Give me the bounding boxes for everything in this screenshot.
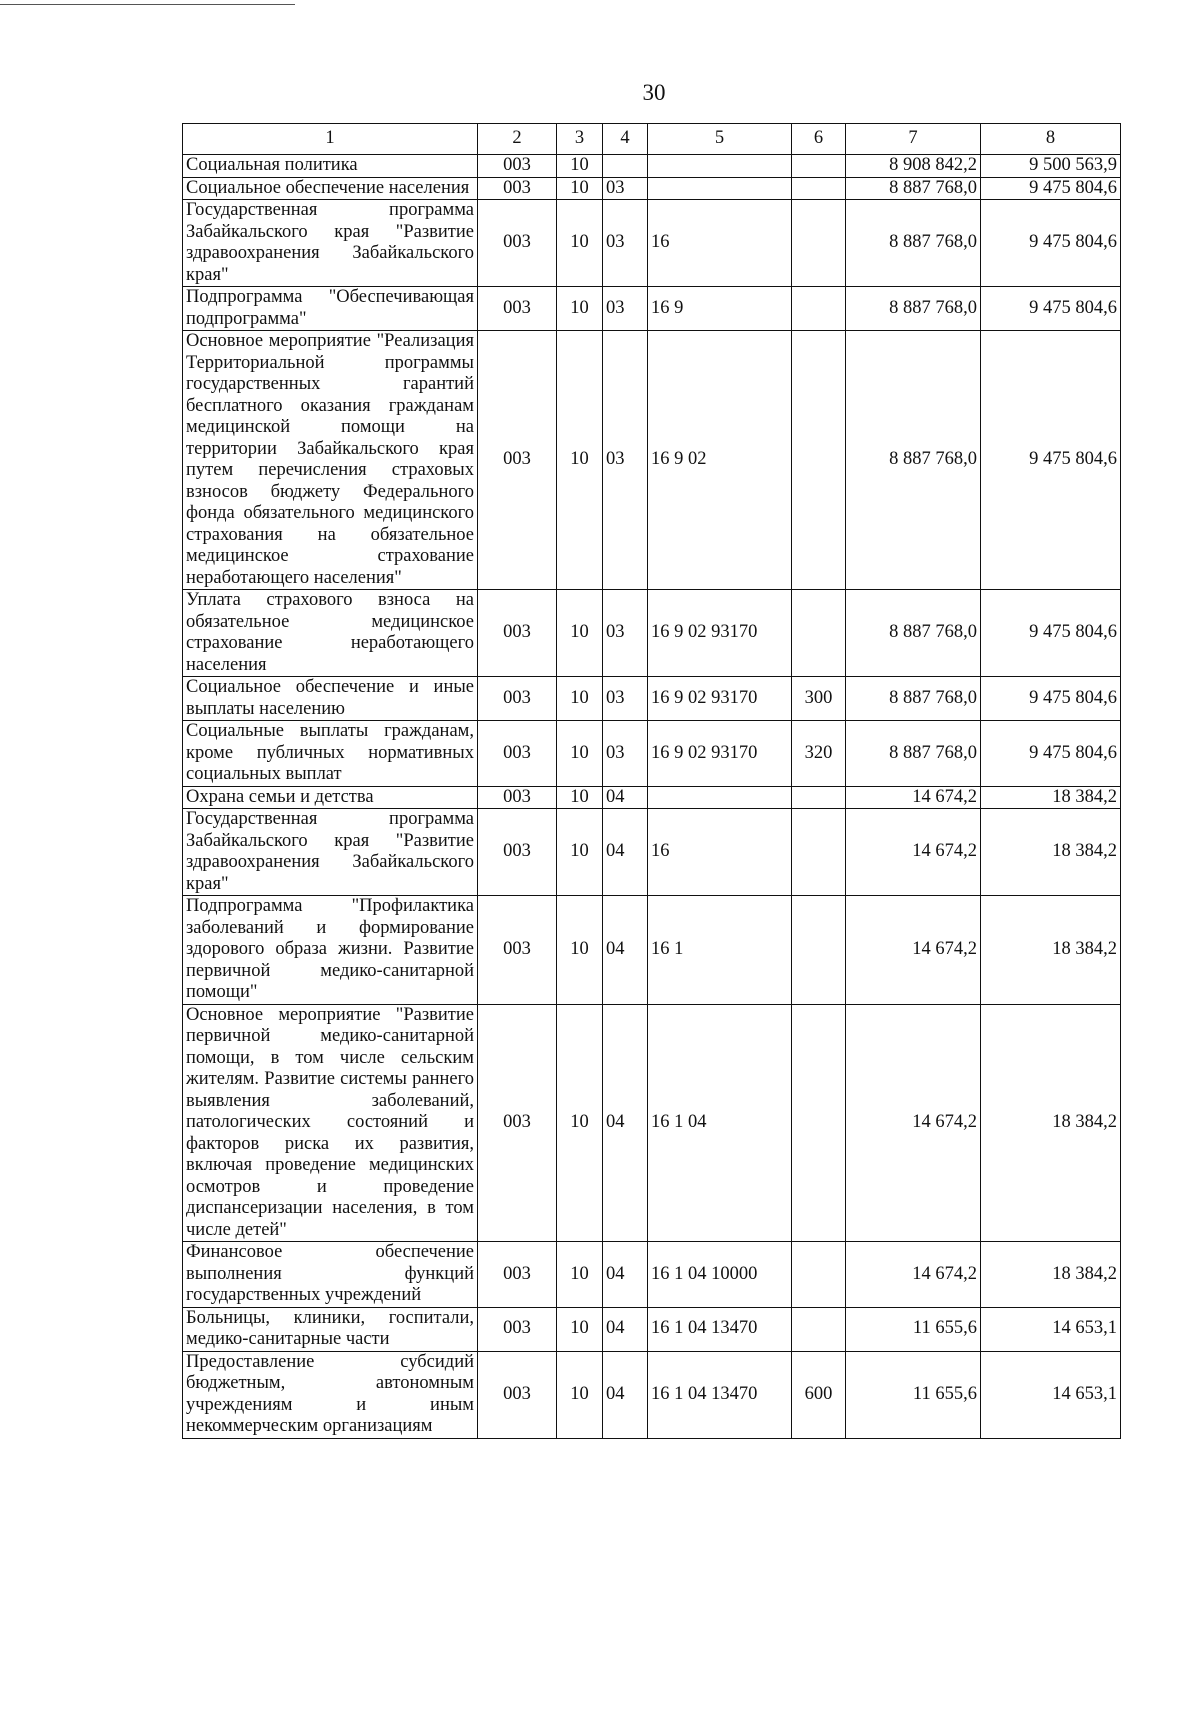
cell-ministry: 003 — [478, 590, 557, 677]
column-header: 5 — [648, 124, 792, 155]
column-header: 3 — [557, 124, 603, 155]
table-row — [183, 1351, 1121, 1438]
cell-amount-1: 8 887 768,0 — [846, 177, 981, 200]
cell-expense-type: 300 — [792, 677, 846, 721]
column-header: 7 — [846, 124, 981, 155]
cell-ministry: 003 — [478, 287, 557, 331]
cell-ministry: 003 — [478, 1242, 557, 1308]
cell-amount-1: 8 887 768,0 — [846, 331, 981, 590]
cell-target-code: 16 1 — [648, 896, 792, 1005]
cell-section: 10 — [557, 896, 603, 1005]
cell-expense-type — [792, 177, 846, 200]
row-name: Финансовое обеспечение выполнения функций государственных учреждений — [183, 1242, 478, 1308]
cell-subsection: 03 — [603, 177, 648, 200]
cell-subsection: 04 — [603, 809, 648, 896]
cell-amount-2: 9 500 563,9 — [981, 155, 1121, 178]
cell-target-code: 16 9 02 93170 — [648, 590, 792, 677]
table-row — [183, 786, 1121, 809]
cell-subsection: 04 — [603, 1004, 648, 1242]
cell-amount-2: 9 475 804,6 — [981, 590, 1121, 677]
table-row — [183, 331, 1121, 590]
table-row — [183, 1307, 1121, 1351]
row-name: Основное мероприятие "Развитие первичной медико-санитарной помощи, в том числе сельским жителям. Развитие системы раннего выявления заболеваний, патологических состояний и факторов риска их развития, включая проведение медицинских осмотров и проведение диспансеризации населения, в том числе детей" — [183, 1004, 478, 1242]
table-row — [183, 809, 1121, 896]
cell-ministry: 003 — [478, 1307, 557, 1351]
cell-subsection: 03 — [603, 331, 648, 590]
cell-section: 10 — [557, 177, 603, 200]
row-name: Государственная программа Забайкальского края "Развитие здравоохранения Забайкальского края" — [183, 200, 478, 287]
cell-expense-type — [792, 331, 846, 590]
row-name: Больницы, клиники, госпитали, медико-санитарные части — [183, 1307, 478, 1351]
cell-ministry: 003 — [478, 809, 557, 896]
row-name: Государственная программа Забайкальского края "Развитие здравоохранения Забайкальского края" — [183, 809, 478, 896]
page-number: 30 — [642, 80, 666, 105]
cell-target-code: 16 9 02 — [648, 331, 792, 590]
row-name: Подпрограмма "Профилактика заболеваний и формирование здорового образа жизни. Развитие первичной медико-санитарной помощи" — [183, 896, 478, 1005]
cell-subsection: 03 — [603, 721, 648, 787]
cell-target-code: 16 1 04 10000 — [648, 1242, 792, 1308]
table-row — [183, 896, 1121, 1005]
cell-subsection: 04 — [603, 1242, 648, 1308]
cell-ministry: 003 — [478, 177, 557, 200]
table-row — [183, 590, 1121, 677]
cell-amount-2: 18 384,2 — [981, 786, 1121, 809]
cell-amount-2: 18 384,2 — [981, 809, 1121, 896]
cell-target-code: 16 — [648, 809, 792, 896]
cell-subsection: 03 — [603, 590, 648, 677]
cell-target-code: 16 1 04 13470 — [648, 1307, 792, 1351]
cell-amount-2: 9 475 804,6 — [981, 721, 1121, 787]
table-row — [183, 721, 1121, 787]
row-name: Социальное обеспечение населения — [183, 177, 478, 200]
header-row — [183, 124, 1121, 155]
cell-subsection: 04 — [603, 896, 648, 1005]
cell-section: 10 — [557, 721, 603, 787]
table-row — [183, 200, 1121, 287]
cell-expense-type — [792, 287, 846, 331]
cell-expense-type — [792, 896, 846, 1005]
cell-target-code: 16 9 — [648, 287, 792, 331]
cell-subsection: 04 — [603, 786, 648, 809]
cell-ministry: 003 — [478, 155, 557, 178]
cell-amount-1: 8 908 842,2 — [846, 155, 981, 178]
cell-section: 10 — [557, 1242, 603, 1308]
column-header: 4 — [603, 124, 648, 155]
cell-amount-1: 11 655,6 — [846, 1307, 981, 1351]
cell-amount-1: 8 887 768,0 — [846, 677, 981, 721]
cell-amount-2: 9 475 804,6 — [981, 287, 1121, 331]
table-row — [183, 155, 1121, 178]
cell-target-code — [648, 177, 792, 200]
cell-expense-type — [792, 1004, 846, 1242]
budget-table — [182, 123, 1121, 1439]
cell-amount-1: 8 887 768,0 — [846, 590, 981, 677]
cell-expense-type: 600 — [792, 1351, 846, 1438]
cell-amount-1: 8 887 768,0 — [846, 200, 981, 287]
cell-target-code: 16 1 04 13470 — [648, 1351, 792, 1438]
cell-section: 10 — [557, 786, 603, 809]
cell-subsection — [603, 155, 648, 178]
cell-subsection: 03 — [603, 200, 648, 287]
cell-section: 10 — [557, 1004, 603, 1242]
cell-ministry: 003 — [478, 677, 557, 721]
cell-target-code: 16 — [648, 200, 792, 287]
cell-subsection: 04 — [603, 1351, 648, 1438]
cell-expense-type — [792, 1242, 846, 1308]
cell-amount-1: 14 674,2 — [846, 896, 981, 1005]
row-name: Охрана семьи и детства — [183, 786, 478, 809]
cell-expense-type — [792, 590, 846, 677]
cell-amount-2: 18 384,2 — [981, 1242, 1121, 1308]
cell-amount-2: 9 475 804,6 — [981, 177, 1121, 200]
cell-amount-1: 8 887 768,0 — [846, 287, 981, 331]
cell-ministry: 003 — [478, 896, 557, 1005]
top-rule — [0, 4, 295, 5]
table-row — [183, 1004, 1121, 1242]
cell-ministry: 003 — [478, 1004, 557, 1242]
cell-section: 10 — [557, 200, 603, 287]
cell-target-code — [648, 786, 792, 809]
cell-expense-type: 320 — [792, 721, 846, 787]
cell-ministry: 003 — [478, 200, 557, 287]
cell-amount-1: 14 674,2 — [846, 786, 981, 809]
table-row — [183, 177, 1121, 200]
cell-amount-2: 9 475 804,6 — [981, 677, 1121, 721]
cell-amount-2: 14 653,1 — [981, 1351, 1121, 1438]
row-name: Основное мероприятие "Реализация Территориальной программы государственных гарантий бесплатного оказания гражданам медицинской помощи на территории Забайкальского края путем перечисления страховых взносов бюджету Федерального фонда обязательного медицинского страхования на обязательное медицинское страхование неработающего населения" — [183, 331, 478, 590]
column-header: 8 — [981, 124, 1121, 155]
cell-section: 10 — [557, 809, 603, 896]
cell-subsection: 04 — [603, 1307, 648, 1351]
cell-section: 10 — [557, 1351, 603, 1438]
cell-expense-type — [792, 1307, 846, 1351]
table-row — [183, 677, 1121, 721]
cell-amount-2: 9 475 804,6 — [981, 200, 1121, 287]
cell-amount-2: 14 653,1 — [981, 1307, 1121, 1351]
table-row — [183, 1242, 1121, 1308]
cell-amount-1: 8 887 768,0 — [846, 721, 981, 787]
cell-amount-1: 14 674,2 — [846, 809, 981, 896]
cell-amount-1: 14 674,2 — [846, 1004, 981, 1242]
cell-expense-type — [792, 155, 846, 178]
row-name: Социальные выплаты гражданам, кроме публичных нормативных социальных выплат — [183, 721, 478, 787]
cell-section: 10 — [557, 331, 603, 590]
cell-expense-type — [792, 200, 846, 287]
row-name: Социальное обеспечение и иные выплаты населению — [183, 677, 478, 721]
cell-subsection: 03 — [603, 677, 648, 721]
cell-amount-1: 14 674,2 — [846, 1242, 981, 1308]
row-name: Предоставление субсидий бюджетным, автономным учреждениям и иным некоммерческим организациям — [183, 1351, 478, 1438]
cell-section: 10 — [557, 287, 603, 331]
row-name: Подпрограмма "Обеспечивающая подпрограмма" — [183, 287, 478, 331]
cell-subsection: 03 — [603, 287, 648, 331]
cell-section: 10 — [557, 155, 603, 178]
column-header: 6 — [792, 124, 846, 155]
cell-section: 10 — [557, 590, 603, 677]
cell-ministry: 003 — [478, 1351, 557, 1438]
row-name: Социальная политика — [183, 155, 478, 178]
cell-expense-type — [792, 809, 846, 896]
cell-target-code: 16 9 02 93170 — [648, 721, 792, 787]
cell-amount-2: 18 384,2 — [981, 896, 1121, 1005]
cell-target-code — [648, 155, 792, 178]
cell-amount-1: 11 655,6 — [846, 1351, 981, 1438]
column-header: 1 — [183, 124, 478, 155]
cell-amount-2: 9 475 804,6 — [981, 331, 1121, 590]
cell-expense-type — [792, 786, 846, 809]
cell-ministry: 003 — [478, 721, 557, 787]
column-header: 2 — [478, 124, 557, 155]
row-name: Уплата страхового взноса на обязательное медицинское страхование неработающего населения — [183, 590, 478, 677]
cell-section: 10 — [557, 677, 603, 721]
cell-target-code: 16 9 02 93170 — [648, 677, 792, 721]
cell-amount-2: 18 384,2 — [981, 1004, 1121, 1242]
table-row — [183, 287, 1121, 331]
cell-target-code: 16 1 04 — [648, 1004, 792, 1242]
cell-ministry: 003 — [478, 786, 557, 809]
cell-ministry: 003 — [478, 331, 557, 590]
cell-section: 10 — [557, 1307, 603, 1351]
